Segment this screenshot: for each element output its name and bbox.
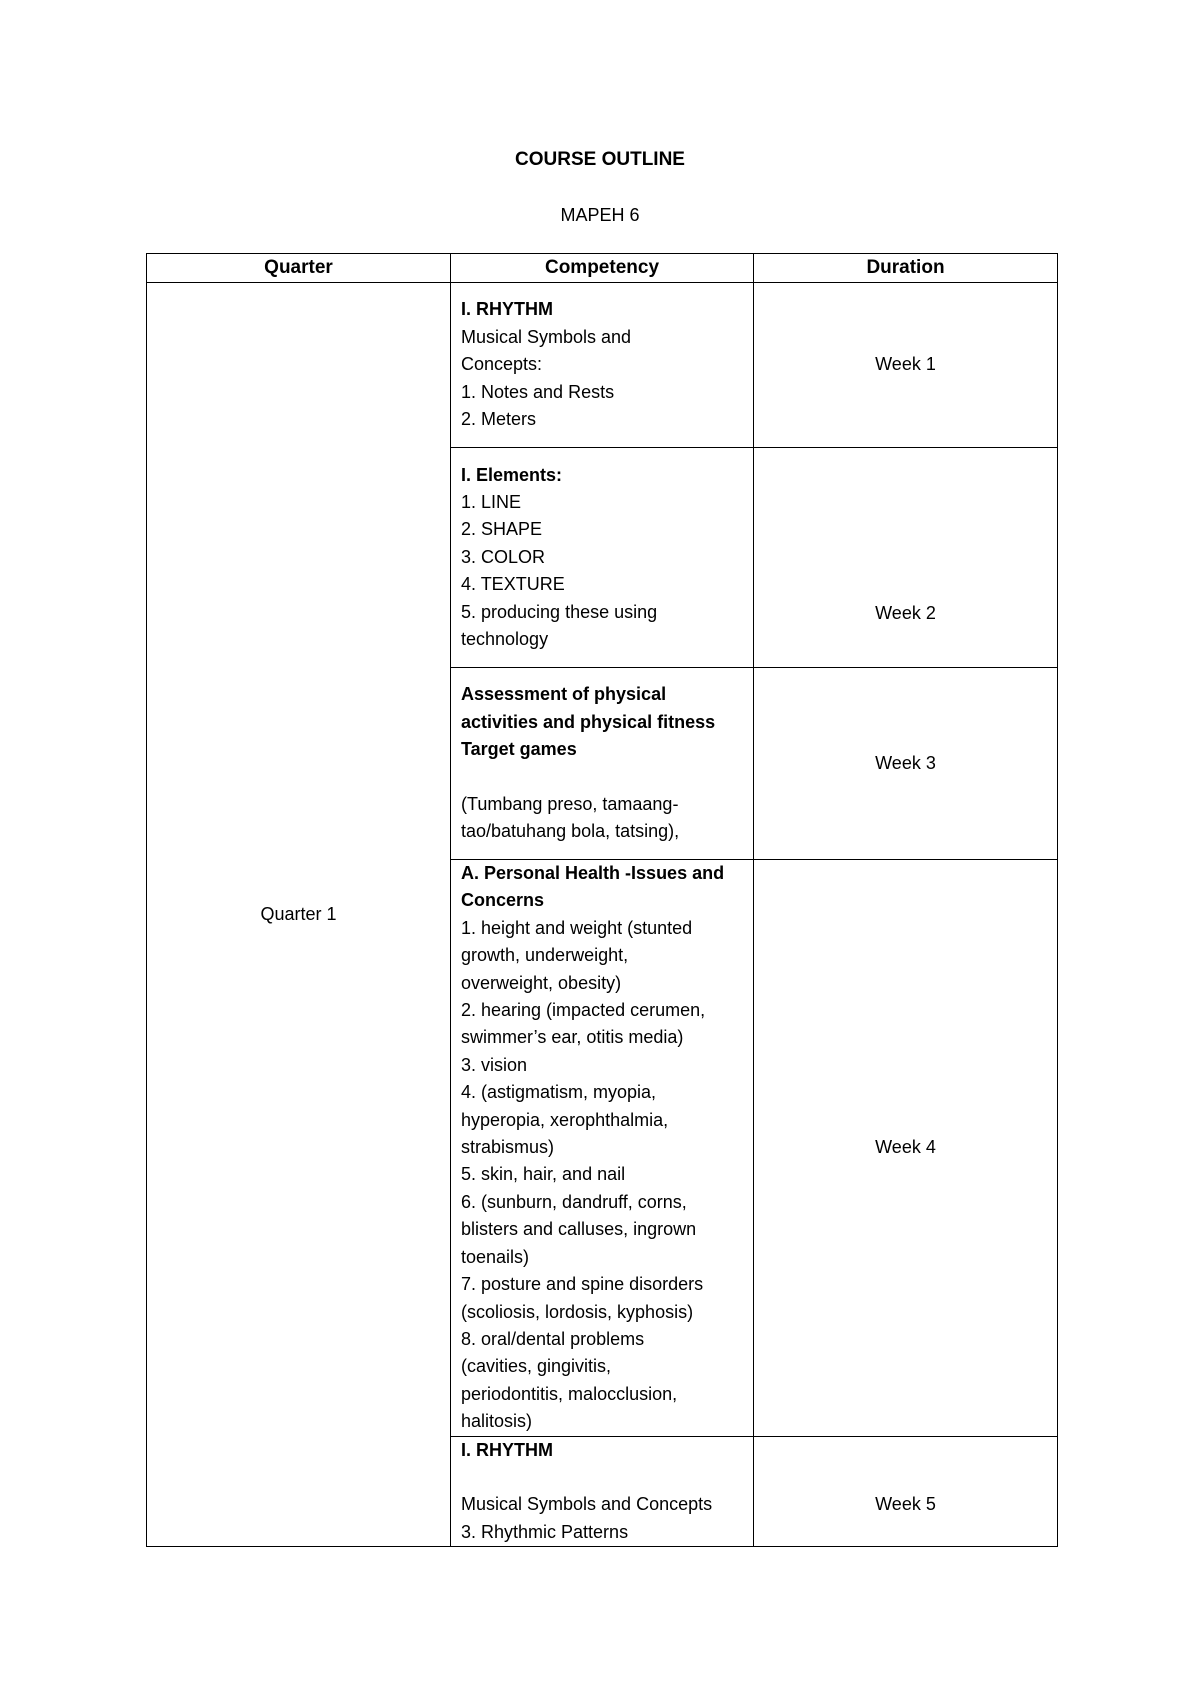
duration-cell: Week 2 bbox=[754, 448, 1058, 668]
duration-cell: Week 1 bbox=[754, 283, 1058, 448]
competency-heading: activities and physical fitness bbox=[461, 711, 716, 732]
competency-line: Musical Symbols and bbox=[461, 326, 632, 347]
competency-line: (scoliosis, lordosis, kyphosis) bbox=[461, 1301, 694, 1322]
competency-line: 2. Meters bbox=[461, 409, 537, 430]
competency-line: periodontitis, malocclusion, bbox=[461, 1383, 678, 1404]
course-outline-table bbox=[146, 253, 1058, 1547]
header-quarter: Quarter bbox=[147, 254, 451, 283]
competency-line: 7. posture and spine disorders bbox=[461, 1274, 704, 1295]
competency-line: 3. vision bbox=[461, 1054, 528, 1075]
competency-line: overweight, obesity) bbox=[461, 972, 622, 993]
competency-cell bbox=[451, 668, 754, 860]
competency-heading: Assessment of physical bbox=[461, 684, 667, 705]
duration-cell: Week 4 bbox=[754, 860, 1058, 1437]
competency-line: swimmer’s ear, otitis media) bbox=[461, 1027, 684, 1048]
competency-line: Musical Symbols and Concepts bbox=[461, 1494, 713, 1515]
competency-line: blisters and calluses, ingrown bbox=[461, 1219, 697, 1240]
competency-heading: Target games bbox=[461, 739, 577, 760]
competency-line: hyperopia, xerophthalmia, bbox=[461, 1109, 669, 1130]
competency-line: 1. LINE bbox=[461, 491, 522, 512]
competency-line: 3. Rhythmic Patterns bbox=[461, 1521, 629, 1542]
competency-line: 6. (sunburn, dandruff, corns, bbox=[461, 1191, 687, 1212]
competency-heading: I. RHYTHM bbox=[461, 299, 553, 320]
competency-cell bbox=[451, 1436, 754, 1547]
competency-line: strabismus) bbox=[461, 1137, 555, 1158]
competency-line: 2. hearing (impacted cerumen, bbox=[461, 1000, 706, 1021]
competency-line: 8. oral/dental problems bbox=[461, 1328, 645, 1349]
competency-line: halitosis) bbox=[461, 1411, 533, 1432]
duration-cell: Week 5 bbox=[754, 1436, 1058, 1547]
competency-line: 5. skin, hair, and nail bbox=[461, 1164, 626, 1185]
competency-line: 4. (astigmatism, myopia, bbox=[461, 1082, 657, 1103]
competency-line: 2. SHAPE bbox=[461, 519, 543, 540]
competency-line: 3. COLOR bbox=[461, 546, 546, 567]
competency-heading: I. RHYTHM bbox=[461, 1439, 553, 1460]
table-row bbox=[147, 283, 1058, 448]
competency-line: (Tumbang preso, tamaang- bbox=[461, 793, 679, 814]
competency-line: 4. TEXTURE bbox=[461, 574, 565, 595]
competency-line: toenails) bbox=[461, 1246, 530, 1267]
competency-heading: A. Personal Health -Issues and bbox=[461, 863, 725, 883]
competency-line: technology bbox=[461, 629, 549, 650]
quarter-cell: Quarter 1 bbox=[147, 283, 451, 1547]
competency-cell bbox=[451, 283, 754, 448]
competency-line: (cavities, gingivitis, bbox=[461, 1356, 612, 1377]
competency-cell bbox=[451, 448, 754, 668]
competency-heading: Concerns bbox=[461, 890, 545, 911]
table-header-row bbox=[147, 254, 1058, 283]
document-title: COURSE OUTLINE bbox=[515, 149, 685, 170]
competency-line: 1. Notes and Rests bbox=[461, 381, 615, 402]
duration-cell: Week 3 bbox=[754, 668, 1058, 860]
competency-line: 5. producing these using bbox=[461, 601, 658, 622]
competency-line: growth, underweight, bbox=[461, 945, 629, 966]
competency-cell bbox=[451, 860, 754, 1437]
blank-line bbox=[461, 764, 743, 791]
competency-heading: I. Elements: bbox=[461, 464, 563, 485]
blank-line bbox=[461, 1464, 743, 1491]
document-subtitle: MAPEH 6 bbox=[560, 205, 640, 225]
competency-line: 1. height and weight (stunted bbox=[461, 917, 693, 938]
header-competency: Competency bbox=[451, 254, 754, 283]
competency-line: tao/batuhang bola, tatsing), bbox=[461, 821, 680, 842]
competency-line: Concepts: bbox=[461, 354, 543, 375]
header-duration: Duration bbox=[754, 254, 1058, 283]
